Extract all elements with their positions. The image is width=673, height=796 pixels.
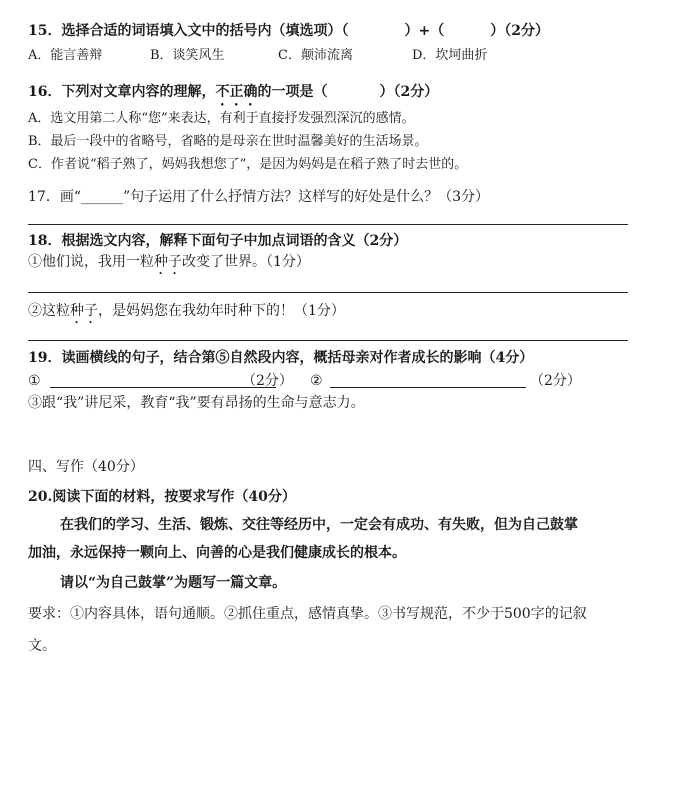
q17-answer-line[interactable]: [28, 224, 628, 225]
q19-item2-blank[interactable]: [330, 387, 526, 388]
q18-sentence-1: ①他们说，我用一粒种子改变了世界。（1分）: [28, 254, 310, 270]
q15-stem: 15．选择合适的词语填入文中的括号内（填选项）（ ）+（ ）（2分）: [28, 23, 549, 39]
q20-stem: 20.阅读下面的材料，按要求写作（40分）: [28, 489, 296, 505]
q15-option-b: B．谈笑风生: [150, 48, 225, 63]
q16-option-a: A．选文用第二人称“您”来表达，有利于直接抒发强烈深沉的感情。: [28, 111, 415, 126]
q19-item1-mark: ①: [28, 373, 41, 389]
section-writing-title: 四、写作（40分）: [28, 459, 144, 475]
q20-material-line-1: 在我们的学习、生活、锻炼、交往等经历中，一定会有成功、有失败，但为自己鼓掌: [60, 517, 578, 533]
q15-option-d: D．坎坷曲折: [412, 48, 488, 63]
q19-item3: ③跟“我”讲尼采，教育“我”要有昂扬的生命与意志力。: [28, 395, 365, 411]
q18-sentence-2: ②这粒种子，是妈妈您在我幼年时种下的！（1分）: [28, 303, 345, 319]
q20-prompt: 请以“为自己鼓掌”为题写一篇文章。: [60, 575, 287, 591]
q18-answer-line-2[interactable]: [28, 340, 628, 341]
q20-requirements-line-2: 文。: [28, 638, 56, 654]
q18-answer-line-1[interactable]: [28, 292, 628, 293]
q19-item2-points: （2分）: [530, 373, 581, 389]
q15-option-a: A．能言善辩: [28, 48, 103, 63]
q17-stem: 17．画“______”句子运用了什么抒情方法？这样写的好处是什么？（3分）: [28, 189, 490, 205]
q20-requirements-line-1: 要求：①内容具体，语句通顺。②抓住重点，感情真挚。③书写规范，不少于500字的记叙: [28, 606, 587, 622]
q19-item1-points: （2分）: [242, 373, 293, 389]
q19-item2-mark: ②: [310, 373, 323, 389]
q18-s2-emphasis: 种子: [70, 303, 98, 319]
q16-stem: 16．下列对文章内容的理解，不正确的一项是（ ）（2分）: [28, 84, 439, 100]
q15-option-c: C．颠沛流离: [278, 48, 353, 63]
q16-emphasis: 不正确: [215, 84, 258, 100]
q19-stem: 19．读画横线的句子，结合第⑤自然段内容，概括母亲对作者成长的影响（4分）: [28, 350, 534, 366]
q18-stem: 18．根据选文内容，解释下面句子中加点词语的含义（2分）: [28, 233, 408, 249]
q17-blank: ______: [80, 189, 123, 205]
q16-option-c: C．作者说“稻子熟了，妈妈我想您了”，是因为妈妈是在稻子熟了时去世的。: [28, 157, 468, 172]
q16-option-b: B．最后一段中的省略号，省略的是母亲在世时温馨美好的生活场景。: [28, 134, 428, 149]
q20-material-line-2: 加油，永远保持一颗向上、向善的心是我们健康成长的根本。: [28, 545, 406, 561]
q18-s1-emphasis: 种子: [154, 254, 182, 270]
